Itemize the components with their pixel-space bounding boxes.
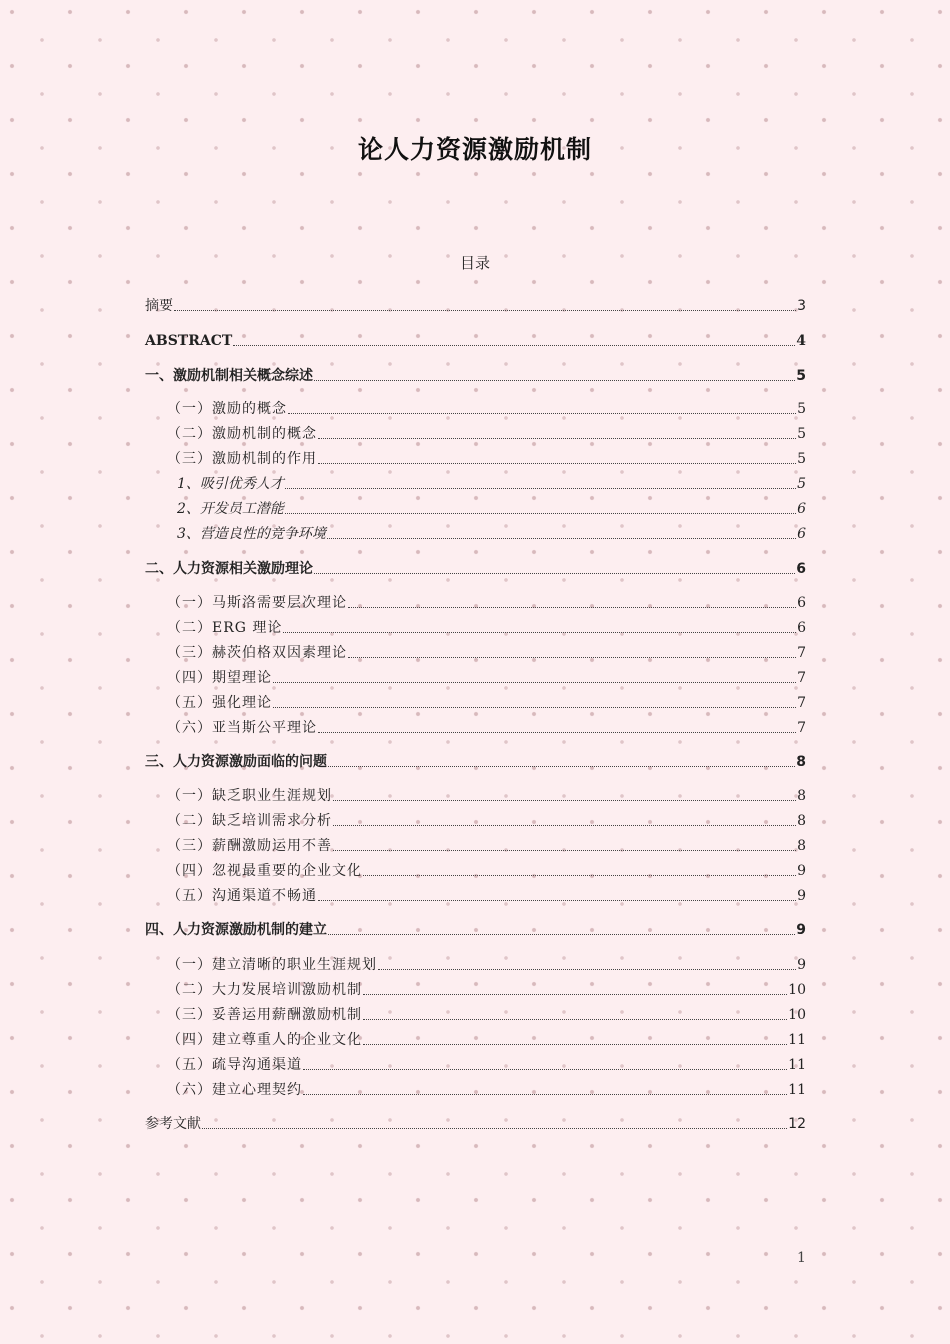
toc-entry[interactable]	[145, 617, 806, 637]
toc-leader-dots	[283, 632, 796, 633]
toc-entry-label: （二）ERG 理论	[167, 620, 283, 636]
toc-entry-page: 8	[797, 788, 806, 804]
toc-entry[interactable]	[145, 1004, 806, 1024]
toc-entry[interactable]	[145, 979, 806, 999]
toc-entry-label: （五）疏导沟通渠道	[167, 1057, 302, 1073]
toc-leader-dots	[363, 994, 787, 995]
toc-heading: 目录	[459, 254, 490, 272]
toc-entry-page: 5	[797, 401, 806, 417]
toc-entry-label: （四）期望理论	[167, 670, 272, 686]
toc-entry-label: （五）强化理论	[167, 695, 272, 711]
toc-leader-dots	[333, 825, 796, 826]
toc-entry-page: 4	[796, 333, 806, 349]
toc-entry-label: 2、开发员工潜能	[177, 501, 284, 517]
toc-entry-label: （一）马斯洛需要层次理论	[167, 595, 347, 611]
toc-entry[interactable]	[145, 365, 806, 385]
toc-entry-page: 9	[796, 922, 806, 938]
toc-entry[interactable]	[145, 860, 806, 880]
toc-leader-dots	[348, 657, 796, 658]
toc-entry-label: （五）沟通渠道不畅通	[167, 888, 317, 904]
toc-entry[interactable]	[145, 1079, 806, 1099]
toc-entry[interactable]	[145, 523, 806, 543]
toc-entry-label: （六）建立心理契约	[167, 1082, 302, 1098]
toc-entry-page: 6	[797, 620, 806, 636]
toc-entry-page: 10	[788, 982, 806, 998]
toc-leader-dots	[378, 969, 796, 970]
toc-entry-page: 10	[788, 1007, 806, 1023]
toc-leader-dots	[328, 934, 795, 935]
toc-entry-label: 二、人力资源相关激励理论	[145, 561, 313, 577]
toc-leader-dots	[303, 1094, 787, 1095]
toc-leader-dots	[363, 1019, 787, 1020]
toc-leader-dots	[233, 345, 795, 346]
toc-entry-label: 摘要	[145, 298, 173, 314]
toc-entry[interactable]	[145, 558, 806, 578]
toc-entry-label: 一、激励机制相关概念综述	[145, 368, 313, 384]
toc-leader-dots	[333, 800, 796, 801]
toc-entry-label: （一）缺乏职业生涯规划	[167, 788, 332, 804]
toc-entry[interactable]	[145, 751, 806, 771]
toc-entry[interactable]	[145, 667, 806, 687]
toc-entry-page: 9	[797, 957, 806, 973]
toc-entry-label: 参考文献	[145, 1116, 201, 1132]
toc-entry[interactable]	[145, 785, 806, 805]
page-number: 1	[797, 1250, 806, 1266]
toc-entry-label: （三）妥善运用薪酬激励机制	[167, 1007, 362, 1023]
toc-entry-page: 8	[797, 813, 806, 829]
toc-leader-dots	[314, 380, 795, 381]
toc-entry[interactable]	[145, 1113, 806, 1133]
toc-entry-page: 6	[797, 526, 806, 542]
toc-entry-label: （三）赫茨伯格双因素理论	[167, 645, 347, 661]
toc-leader-dots	[273, 682, 796, 683]
toc-entry[interactable]	[145, 295, 806, 315]
toc-entry[interactable]	[145, 448, 806, 468]
toc-entry-label: （四）建立尊重人的企业文化	[167, 1032, 362, 1048]
toc-entry-label: （六）亚当斯公平理论	[167, 720, 317, 736]
toc-entry[interactable]	[145, 423, 806, 443]
toc-leader-dots	[285, 488, 796, 489]
toc-entry-page: 7	[797, 720, 806, 736]
toc-entry-label: （一）建立清晰的职业生涯规划	[167, 957, 377, 973]
toc-entry-label: 1、吸引优秀人才	[177, 476, 284, 492]
toc-entry-page: 12	[788, 1116, 806, 1132]
toc-entry[interactable]	[145, 398, 806, 418]
toc-entry-label: （一）激励的概念	[167, 401, 287, 417]
toc-entry-page: 11	[788, 1032, 806, 1048]
toc-entry-label: （二）激励机制的概念	[167, 426, 317, 442]
toc-entry[interactable]	[145, 592, 806, 612]
toc-entry-page: 6	[797, 595, 806, 611]
toc-leader-dots	[303, 1069, 787, 1070]
toc-entry-page: 6	[796, 561, 806, 577]
toc-entry-page: 5	[797, 451, 806, 467]
toc-entry[interactable]	[145, 642, 806, 662]
toc-entry-page: 9	[797, 863, 806, 879]
toc-entry[interactable]	[145, 498, 806, 518]
toc-entry[interactable]	[145, 1054, 806, 1074]
toc-entry-label: 3、营造良性的竞争环境	[177, 526, 326, 542]
toc-entry-page: 7	[797, 670, 806, 686]
toc-entry-page: 7	[797, 695, 806, 711]
toc-entry[interactable]	[145, 835, 806, 855]
toc-entry[interactable]	[145, 330, 806, 350]
toc-entry[interactable]	[145, 919, 806, 939]
toc-entry-page: 11	[788, 1082, 806, 1098]
toc-entry[interactable]	[145, 810, 806, 830]
toc-leader-dots	[328, 766, 795, 767]
toc-leader-dots	[318, 438, 796, 439]
toc-entry-page: 5	[797, 426, 806, 442]
toc-leader-dots	[318, 900, 796, 901]
toc-entry-page: 9	[797, 888, 806, 904]
toc-entry-label: 四、人力资源激励机制的建立	[145, 922, 327, 938]
toc-entry-label: （三）激励机制的作用	[167, 451, 317, 467]
toc-entry-label: （二）缺乏培训需求分析	[167, 813, 332, 829]
toc-entry-page: 3	[797, 298, 806, 314]
toc-leader-dots	[273, 707, 796, 708]
toc-leader-dots	[202, 1128, 787, 1129]
toc-leader-dots	[363, 1044, 787, 1045]
toc-entry[interactable]	[145, 1029, 806, 1049]
toc-entry-page: 6	[797, 501, 806, 517]
toc-entry-page: 8	[797, 838, 806, 854]
toc-entry[interactable]	[145, 954, 806, 974]
toc-entry-page: 5	[797, 476, 806, 492]
toc-leader-dots	[363, 875, 796, 876]
document-title: 论人力资源激励机制	[357, 135, 592, 164]
toc-entry-page: 11	[788, 1057, 806, 1073]
toc-entry-page: 5	[796, 368, 806, 384]
toc-entry[interactable]	[145, 692, 806, 712]
toc-leader-dots	[318, 463, 796, 464]
toc-leader-dots	[327, 538, 796, 539]
toc-leader-dots	[318, 732, 796, 733]
toc-leader-dots	[288, 413, 796, 414]
toc-entry-label: （三）薪酬激励运用不善	[167, 838, 332, 854]
toc-leader-dots	[314, 573, 795, 574]
toc-leader-dots	[348, 607, 796, 608]
toc-entry-label: （二）大力发展培训激励机制	[167, 982, 362, 998]
toc-leader-dots	[333, 850, 796, 851]
toc-entry-page: 7	[797, 645, 806, 661]
toc-entry-label: 三、人力资源激励面临的问题	[145, 754, 327, 770]
toc-entry[interactable]	[145, 885, 806, 905]
toc-entry-label: ABSTRACT	[145, 333, 233, 349]
toc-leader-dots	[285, 513, 796, 514]
toc-leader-dots	[174, 310, 796, 311]
toc-entry[interactable]	[145, 473, 806, 493]
toc-entry-label: （四）忽视最重要的企业文化	[167, 863, 362, 879]
toc-entry-page: 8	[796, 754, 806, 770]
toc-entry[interactable]	[145, 717, 806, 737]
